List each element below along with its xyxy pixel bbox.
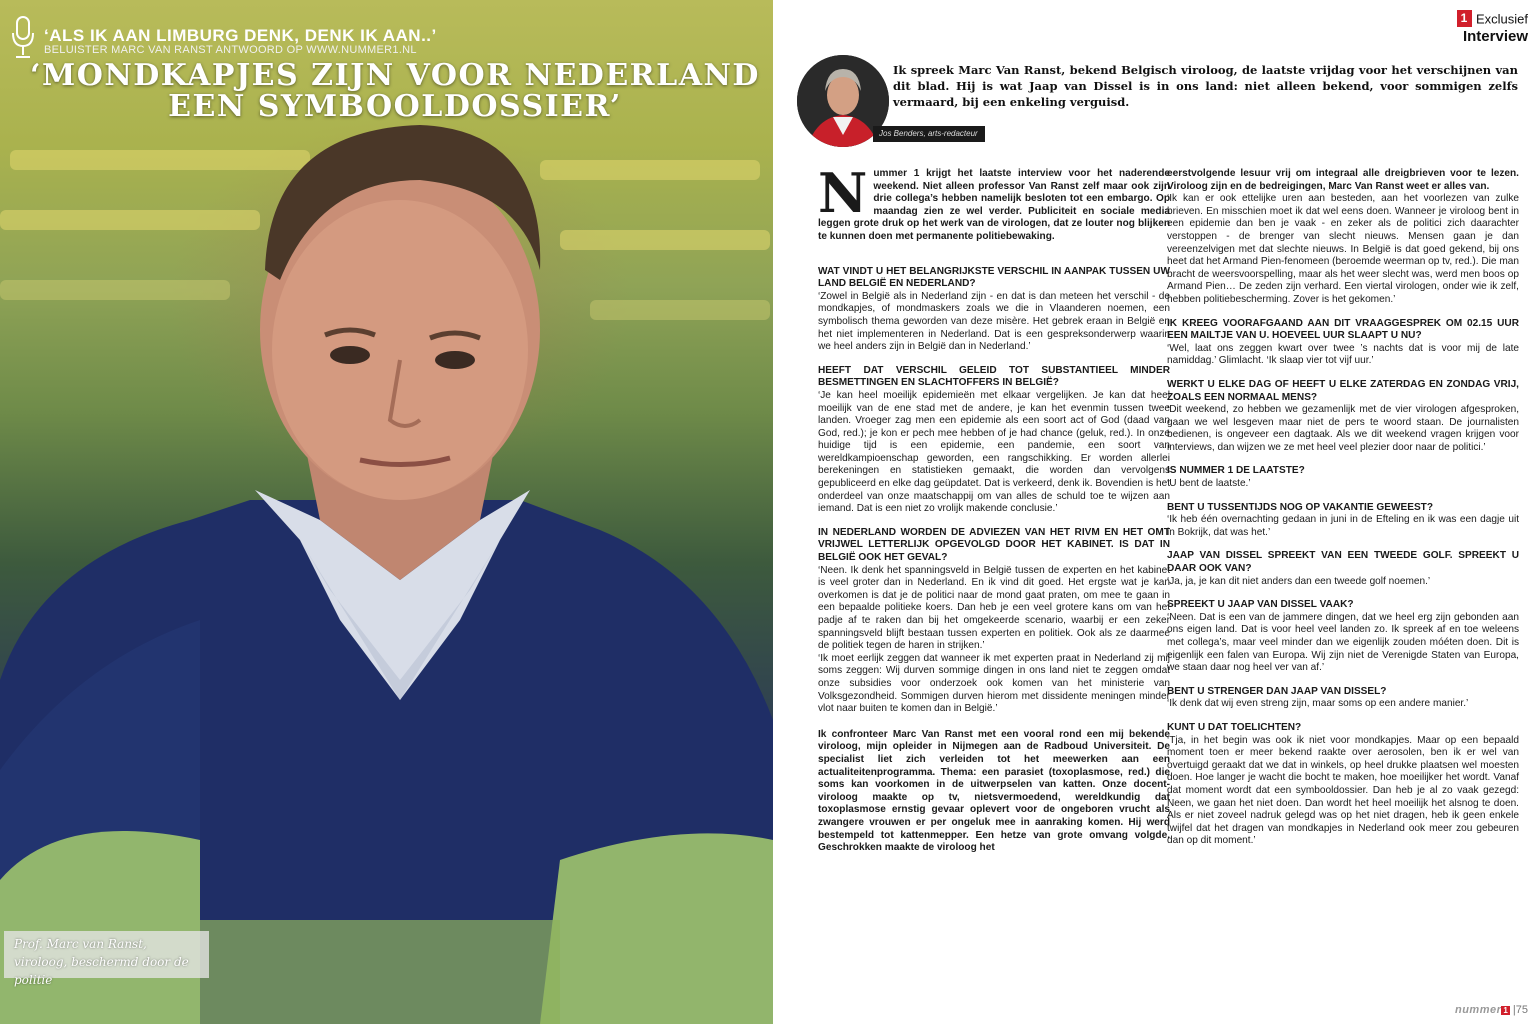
article-intro: Ik spreek Marc Van Ranst, bekend Belgisch viroloog, de laatste vrijdag voor het verschijnen van dit blad. Hij is wat Jaap van Dissel is in ons land: niet alleen bekend, voor sommigen zelfs vermaard, bij een enkeling verguisd. [893,63,1518,109]
question: IS NUMMER 1 DE LAATSTE? [1167,465,1305,477]
narrative-paragraph: eerstvolgende lesuur vrij om integraal alle dreigbrieven voor te lezen. Viroloog zijn en de bedreigingen, Marc Van Ranst weet er alles van. [1167,168,1519,192]
portrait-photo [0,120,773,1024]
caption-line: Prof. Marc van Ranst, [14,937,147,951]
page-headline [30,60,760,122]
audio-quote-link[interactable]: BELUISTER MARC VAN RANST ANTWOORD OP WWW.NUMMER1.NL [44,44,417,56]
answer: ‘Ik denk dat wij even streng zijn, maar soms op een andere manier.’ [1167,698,1469,710]
answer: ‘Ja, ja, je kan dit niet anders dan een tweede golf noemen.’ [1167,575,1431,587]
question: BENT U STRENGER DAN JAAP VAN DISSEL? [1167,685,1387,697]
headline-line: ‘MONDKAPJES ZIJN VOOR NEDERLAND [30,58,760,93]
article-column-left [818,161,1170,855]
question: IK KREEG VOORAFGAAND AAN DIT VRAAGGESPREK OM 02.15 UUR EEN MAILTJE VAN U. HOEVEEL UUR SLAAPT U NU? [1167,317,1519,342]
question: KUNT U DAT TOELICHTEN? [1167,721,1302,733]
answer: ‘Je kan heel moeilijk epidemieën met elkaar vergelijken. Je kan dat heel moeilijk van de ene stad met de andere, je kan het evenmin tussen twee landen. Vroeger zag men een epidemie als een soort act of God (daad van God, red.); je kon er pech mee hebben of je had chance (geluk, red.). In onze huidige tijd is een epidemie, een pandemie, een soort van wereldkampioenschap geworden, een rangschikking. Er worden allerlei berekeningen en statistieken gemaakt, die worden dan vervolgens gepubliceerd en elke dag geüpdatet. Dat is verkeerd, denk ik. Bovendien is het onderdeel van onze maatschappij om van alles de schuld toe te wijzen aan iemand. Dat is een niet zo vrolijk makende conclusie.’ [818,389,1170,515]
question: IN NEDERLAND WORDEN DE ADVIEZEN VAN HET RIVM EN HET OMT VRIJWEL LETTERLIJK OPGEVOLGD DOOR HET KABINET. IS DAT IN BELGIË OOK HET GEVAL? [818,526,1170,564]
question: WERKT U ELKE DAG OF HEEFT U ELKE ZATERDAG EN ZONDAG VRIJ, ZOALS EEN NORMAAL MENS? [1167,378,1519,403]
answer: ‘Ik moet eerlijk zeggen dat wanneer ik met experten praat in Nederland zij mij soms zeggen: Wij durven sommige dingen in ons land niet te zeggen omdat onze subsidies voor onderzoek ook komen van het ministerie van Volksgezondheid. Sommigen durven hierom met dissidente meningen minder vlot naar buiten te komen dan in België.’ [818,652,1170,715]
tag-exclusief: Exclusief [1475,11,1528,27]
answer: ‘Neen. Dat is een van de jammere dingen, dat we heel erg zijn gebonden aan ons eigen land. Dat is voor heel veel landen zo. Ik spreek af en toe weleens met collega’s, maar veel minder dan we eigenlijk zouden móéten doen. Dit is eigenlijk een falen van Europa. Wij zijn niet de Verenigde Staten van Europa, we staan daar nog heel ver van af.’ [1167,611,1519,674]
footer-logo-mark: 1 [1503,1006,1508,1015]
answer: ‘U bent de laatste.’ [1167,478,1251,490]
question: BENT U TUSSENTIJDS NOG OP VAKANTIE GEWEEST? [1167,501,1434,513]
answer: ‘Neen. Ik denk het spanningsveld in België tussen de experten en het kabinet is veel groter dan in Nederland. En ik vind dit goed. Het ergste wat je kan overkomen is dat je de politici naar de mond gaat praten, om mee te gaan in een bepaalde politieke koers. Dan heb je een veel grotere kans om van het padje af te raken dan bij het omgekeerde scenario, waarbij er een zeker spanningsveld blijft bestaan tussen experten en politiek. Ook als ze daarmee de politiek tegen de haren in strijken.’ [818,564,1170,652]
question: JAAP VAN DISSEL SPREEKT VAN EEN TWEEDE GOLF. SPREEKT U DAAR OOK VAN? [1167,550,1519,575]
answer: ‘Ik kan er ook ettelijke uren aan besteden, aan het voorlezen van zulke brieven. En misschien moet ik dat wel eens doen. Wanneer je viroloog bent in een epidemie dan ben je vaak - en zeker als de politici zich daarachter verstoppen - de brenger van slecht nieuws. Mensen gaan je dan vereenzelvigen met dat slechte nieuws. In België is dat goed gekend, bij ons heet dat het Armand Pien-fenomeen (beroemde weerman op tv, red.). Die man bracht de weersvoorspelling, maar als het weer slecht was, werd men boos op Armand Pien… De zeden zijn verhard. Een viertal virologen, onder wie ik zelf, hebben politiebescherming. Zover is het gekomen.’ [1167,193,1519,305]
tag-interview: Interview [1462,28,1528,45]
question: HEEFT DAT VERSCHIL GELEID TOT SUBSTANTIEEL MINDER BESMETTINGEN EN SLACHTOFFERS IN BELGIË? [818,364,1170,389]
answer: ‘Ik heb één overnachting gedaan in juni in de Efteling en ik was een dagje uit in Bokrijk, dat was het.’ [1167,514,1519,538]
lead-paragraph [818,161,1170,244]
answer: ‘Zowel in België als in Nederland zijn - en dat is dan meteen het verschil - de mondkapjes, of mondmaskers zoals we die in Vlaanderen noemen, een symbolisch thema geworden van deze misère. Het gebrek eraan in België en het niet implementeren in Nederland. Dat is een gespreksonderwerp waarin we heel anders zijn in België dan in Nederland.’ [818,290,1170,353]
question: WAT VINDT U HET BELANGRIJKSTE VERSCHIL IN AANPAK TUSSEN UW LAND BELGIË EN NEDERLAND? [818,265,1170,290]
page-footer [1455,1004,1528,1016]
lead-text: ummer 1 krijgt het laatste interview voor het naderende weekend. Niet alleen professor Van Ranst zelf maar ook zijn drie collega’s hebben namelijk besloten tot een embargo. Op maandag zien ze wel verder. Publiciteit en sociale media leggen grote druk op het werk van de virologen, dat ze louter nog blijken te kunnen doen met permanente politiebewaking. [818,168,1170,242]
question: SPREEKT U JAAP VAN DISSEL VAAK? [1167,599,1354,611]
caption-line: viroloog, beschermd door de politie [14,955,189,987]
photo-caption [4,931,209,987]
narrative-paragraph: Ik confronteer Marc Van Ranst met een vooral rond een mij bekende viroloog, mijn opleider in Nijmegen aan de Radboud Universiteit. De specialist liet zich verleiden tot het meewerken aan een actualiteitenprogramma. Thema: een parasiet (toxoplasmose, red.) die soms kan voorkomen in de uitwerpselen van katten. Onze docent-viroloog maakte op tv, nietsvermoedend, wereldkundig dat toxoplasmose ernstig gevaar oplevert voor de ongeboren vrucht als zwangere vrouwen er per ongeluk mee in aanraking komen. Hij werd bestempeld tot kattenmepper. Een hetze van grote omvang volgde. Geschrokken maakte de viroloog het [818,728,1170,854]
footer-logo: nummer [1454,1004,1502,1016]
article-page [773,0,1538,1024]
page-number: |75 [1512,1004,1528,1016]
drop-cap: N [818,161,868,225]
article-column-right [1167,168,1519,848]
nummer1-logo-icon: 1 [1457,10,1472,27]
answer: ‘Wel, laat ons zeggen kwart over twee ’s nachts dat is voor mij de late namiddag.’ Glimlacht. ‘Ik slaap vier tot vijf uur.’ [1167,342,1519,367]
answer: ‘Tja, in het begin was ook ik niet voor mondkapjes. Maar op een bepaald moment toen er meer bekend raakte over aerosolen, ben ik er wel van overtuigd geraakt dat we dat in winkels, op heel drukke plaatsen wel moesten doen. Hoe langer je wacht die bocht te maken, hoe moeilijker het wordt. Vanaf dat moment wordt dat een symbooldossier. Dan heb je al zo vaak gezegd: Neen, we gaan het niet doen. Dan wordt het heel moeilijk het alsnog te doen. Als er niet zoveel nadruk gelegd was op het niet dragen, heb ik geen enkele twijfel dat het dragen van mondkapjes in Nederland ook meer zou gebeuren dan op dit moment.’ [1167,734,1519,847]
answer: ‘Dit weekend, zo hebben we gezamenlijk met de vier virologen afgesproken, gaan we wel lesgeven maar niet de pers te woord staan. De journalisten bedienen, is ongeveer een dagtaak. Als we dit weekend vragen krijgen voor interviews, dan wijzen we ze met heel veel plezier door naar de politici.’ [1167,404,1519,453]
audio-quote-title: ‘ALS IK AAN LIMBURG DENK, DENK IK AAN..’ [44,26,437,45]
section-tag [1457,10,1528,45]
headline-line: EEN SYMBOOLDOSSIER’ [168,89,622,124]
microphone-icon [10,15,36,61]
author-credit: Jos Benders, arts-redacteur [873,126,985,142]
